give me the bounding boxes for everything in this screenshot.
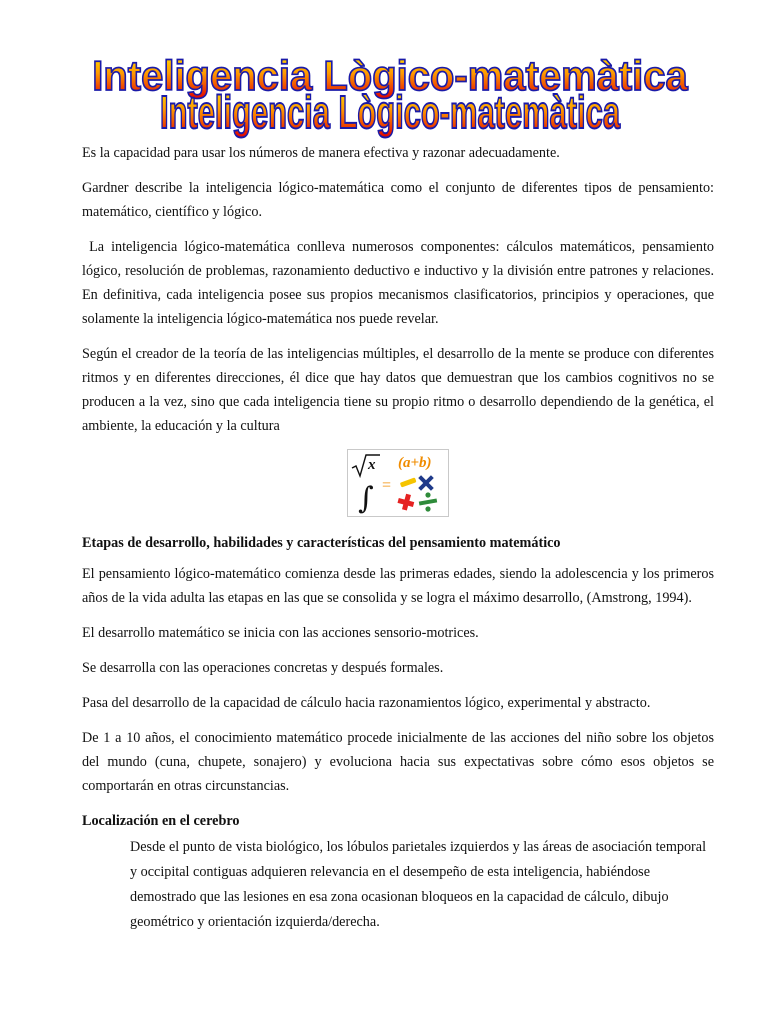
- document-body: [82, 141, 718, 946]
- wordart-title-echo: Inteligencia Lògico-matemàtica: [92, 52, 688, 100]
- paragraph-stages-intro: El pensamiento lógico-matemático comienza desde las primeras edades, siendo la adolescencia y los primeros años de la vida adulta las etapas en las que se consolida y se logra el máximo desarrollo, (Amstrong, 1994).: [82, 566, 714, 606]
- paragraph-operations: Se desarrolla con las operaciones concretas y después formales.: [82, 660, 444, 676]
- integral-icon: ∫: [358, 481, 374, 516]
- wordart-title-graphic: [92, 48, 688, 138]
- wordart-title-text: Inteligencia Lògico-matemàtica: [160, 86, 621, 138]
- paragraph-sensorimotor: El desarrollo matemático se inicia con las acciones sensorio-motrices.: [82, 625, 479, 641]
- paragraph-age-range: De 1 a 10 años, el conocimiento matemático procede inicialmente de las acciones del niño sobre los objetos del mundo (cuna, chupete, sonajero) y evoluciona hacia sus expectativas sobre cómo esos objetos se comportarán en otras circunstancias.: [82, 730, 714, 794]
- section-heading-stages: Etapas de desarrollo, habilidades y características del pensamiento matemático: [82, 535, 561, 551]
- paragraph-theory: Según el creador de la teoría de las inteligencias múltiples, el desarrollo de la mente se produce con diferentes ritmos y en diferentes direcciones, él dice que hay datos que demuestran que los cambios cognitivos no se producen a la vez, sino que cada inteligencia tiene su propio ritmo o desarrollo dependiendo de la genética, el ambiente, la educación y la cultura: [82, 346, 714, 434]
- paragraph-definition: Es la capacidad para usar los números de manera efectiva y razonar adecuadamente.: [82, 145, 560, 161]
- plus-icon: [397, 494, 414, 511]
- section-heading-brain: Localización en el cerebro: [82, 813, 240, 829]
- math-symbols-graphic: [348, 450, 448, 516]
- multiply-icon: [418, 475, 434, 491]
- expression-label: (a+b): [398, 455, 432, 471]
- equals-sign: =: [382, 477, 392, 494]
- math-symbols-image: [347, 449, 449, 517]
- wordart-title: [92, 48, 688, 138]
- paragraph-gardner: Gardner describe la inteligencia lógico-matemática como el conjunto de diferentes tipos de pensamiento: matemático, científico y lógico.: [82, 180, 714, 220]
- minus-icon: [400, 477, 417, 487]
- sqrt-variable: x: [368, 457, 376, 473]
- paragraph-components: La inteligencia lógico-matemática conlleva numerosos componentes: cálculos matemáticos, pensamiento lógico, resolución de problemas, razonamiento deductivo e inductivo y la división entre patrones y relaciones. En definitiva, cada inteligencia posee sus propios mecanismos clasificatorios, principios y operaciones, que solamente la inteligencia lógico-matemática nos puede revelar.: [82, 239, 718, 327]
- paragraph-brain-location: Desde el punto de vista biológico, los lóbulos parietales izquierdos y las áreas de asociación temporal y occipital contiguas adquieren relevancia en el desempeño de esta inteligencia, habiéndose demostrado que las lesiones en esa zona ocasionan bloqueos en la capacidad de cálculo, dibujo geométrico y orientación izquierda/derecha.: [130, 839, 707, 930]
- paragraph-calculation: Pasa del desarrollo de la capacidad de cálculo hacia razonamientos lógico, experimental y abstracto.: [82, 695, 651, 711]
- square-root-icon: [352, 455, 380, 476]
- divide-icon: [419, 492, 437, 511]
